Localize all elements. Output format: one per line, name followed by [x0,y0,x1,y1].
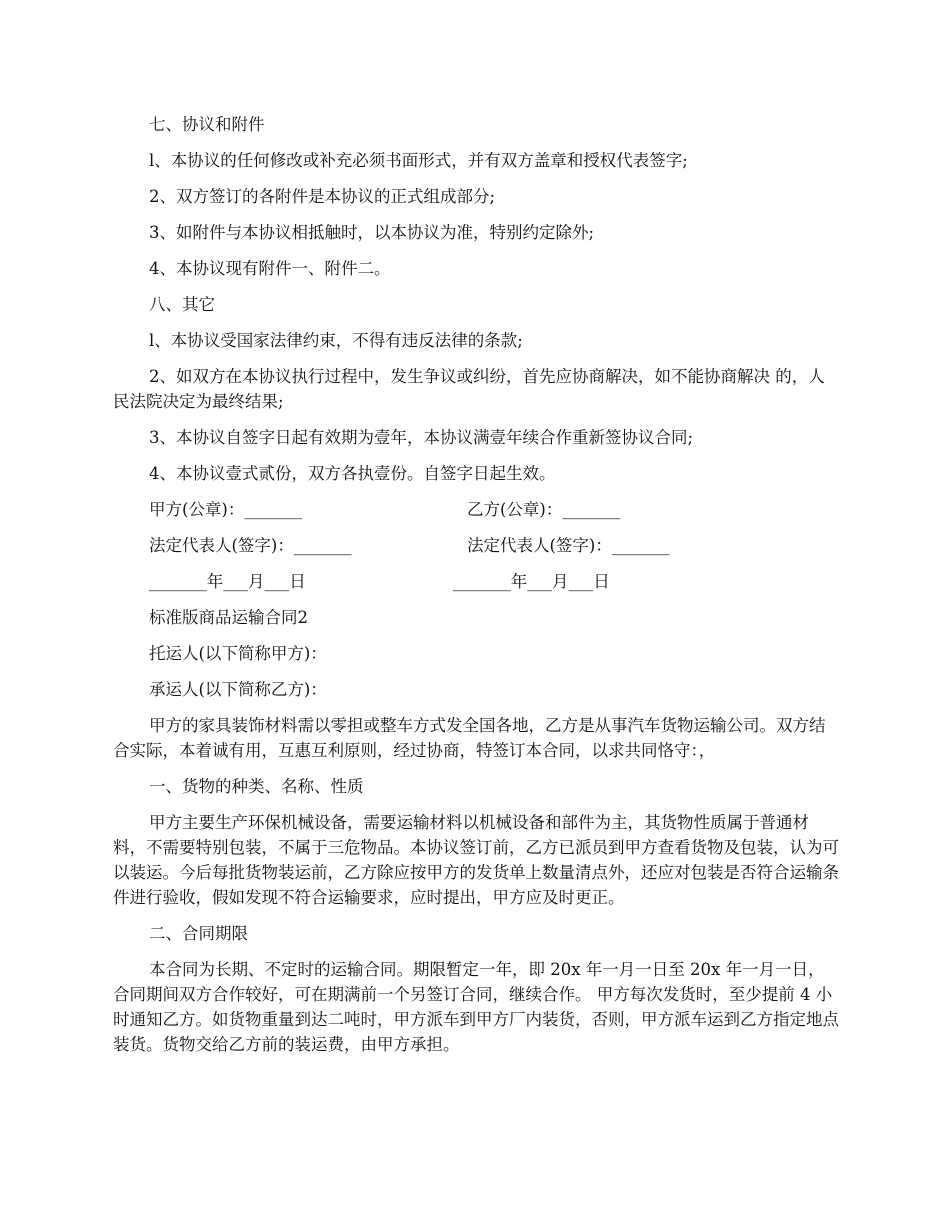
section8-item-4: 4、本协议壹式贰份，双方各执壹份。自签字日起生效。 [149,464,556,483]
signature-row-seal [149,497,840,522]
section8-item-2: 2、如双方在本协议执行过程中，发生争议或纠纷，首先应协商解决，如不能协商解决 的，人民法院决定为最终结果; [113,367,825,411]
contract2-sec1-heading: 一、货物的种类、名称、性质 [149,777,364,796]
section8-item-1: l、本协议受国家法律约束，不得有违反法律的条款; [149,331,523,350]
signature-row-date [149,569,840,594]
party-a-seal: 甲方(公章)：_______ [149,500,303,519]
contract2-carrier: 承运人(以下简称乙方)： [149,680,327,699]
contract2-sec2-heading: 二、合同期限 [149,924,248,943]
section7-item-4: 4、本协议现有附件一、附件二。 [149,259,391,278]
party-b-rep: 法定代表人(签字)：_______ [467,536,670,555]
section8-heading: 八、其它 [149,295,215,314]
section8-item-3: 3、本协议自签字日起有效期为壹年，本协议满壹年续合作重新签协议合同; [149,428,694,447]
party-a-rep: 法定代表人(签字)：_______ [149,536,352,555]
signature-row-rep [149,533,840,558]
contract2-title: 标准版商品运输合同2 [149,608,308,627]
contract2-sec2-body: 本合同为长期、不定时的运输合同。期限暂定一年，即 20x 年一月一日至 20x 年一月一日，合同期间双方合作较好，可在期满前一个另签订合同，继续合作。 甲方每次发货时，至少提前 4 小时通知乙方。如货物重量到达二吨时，甲方派车到甲方厂内装货，否则，甲方派车运到乙方指定地点装货。货物交给乙方前的装运费，由甲方承担。 [113,960,839,1054]
section7-heading: 七、协议和附件 [149,115,265,134]
party-b-seal: 乙方(公章)：_______ [467,500,621,519]
section7-item-1: l、本协议的任何修改或补充必须书面形式，并有双方盖章和授权代表签字; [149,151,688,170]
party-a-date: _______年___月___日 [149,572,306,591]
contract2-sec1-body: 甲方主要生产环保机械设备，需要运输材料以机械设备和部件为主，其货物性质属于普通材料，不需要特别包装，不属于三危物品。本协议签订前，乙方已派员到甲方查看货物及包装，认为可以装运。今后每批货物装运前，乙方除应按甲方的发货单上数量清点外，还应对包装是否符合运输条件进行验收，假如发现不符合运输要求，应时提出，甲方应及时更正。 [113,813,839,907]
section7-item-2: 2、双方签订的各附件是本协议的正式组成部分; [149,187,496,206]
section7-item-3: 3、如附件与本协议相抵触时，以本协议为准，特别约定除外; [149,223,595,242]
contract2-shipper: 托运人(以下简称甲方)： [149,644,327,663]
party-b-date: _______年___月___日 [453,572,610,591]
contract2-intro: 甲方的家具装饰材料需以零担或整车方式发全国各地，乙方是从事汽车货物运输公司。双方结合实际，本着诚有用，互惠互利原则，经过协商，特签订本合同，以求共同恪守：， [113,716,826,760]
